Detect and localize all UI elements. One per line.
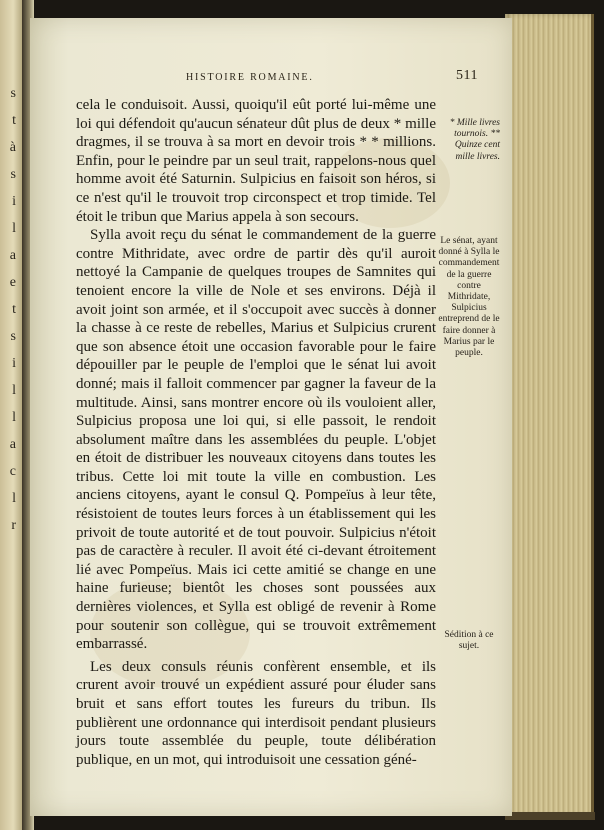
book-page (30, 18, 512, 816)
edge-letter: i (12, 356, 16, 371)
page-number: 511 (456, 68, 478, 83)
edge-letter: l (12, 410, 16, 425)
page-edges (505, 14, 594, 816)
left-edge-letters (0, 80, 16, 539)
margin-note-senat: Le sénat, ayant donné à Sylla le commandement de la guerre contre Mithridate, Sulpicius entreprend de le faire donner à Marius par le peuple. (438, 236, 500, 359)
paragraph-3: Les deux consuls réunis confèrent ensemble, et ils crurent avoir trouvé un expédient assuré pour éluder sans bruit et sans effort toutes les fureurs du tribun. Ils publièrent une ordonnance qui interdisoit pendant plusieurs jours toute assemblée du peuple, toute délibération publique, en un mot, qui introduisoit une cessation géné- (76, 658, 436, 768)
margin-note-sedition: Sédition à ce sujet. (444, 630, 494, 652)
edge-letter: i (12, 194, 16, 209)
edge-letter: à (9, 140, 16, 155)
running-title: HISTOIRE ROMAINE. (186, 72, 314, 83)
edge-letter: s (10, 167, 16, 182)
edge-letter: s (10, 86, 16, 101)
edge-letter: t (12, 113, 16, 128)
edge-letter: r (11, 518, 16, 533)
paragraph-2: Sylla avoit reçu du sénat le commandement de la guerre contre Mithridate, avec ordre de partir dès qu'il auroit nettoyé la Campanie de quelques troupes de Samnites qui tenoient encore la ville de Nole et ses environs. Déjà il avoit joint son armée, et il s'occupoit avec succès à donner la chasse à ce reste de rebelles, Marius et Sulpicius crurent que son absence étoit une occasion favorable pour le faire dépouiller par le peuple de l'emploi que le sénat lui avoit donné; mais il falloit commencer par gagner la faveur de la multitude. Ainsi, sans montrer encore où ils vouloient aller, Sulpicius proposa une loi qui, si elle passoit, le rendoit absolument maître dans les assemblées du peuple. L'objet en étoit de distribuer les nouveaux citoyens dans toutes les tribus. Cette loi mit toute la ville en combustion. Les anciens citoyens, ayant le consul Q. Pompeïus à leur tête, résistoient de toutes leurs forces à un établissement qui les privoit de toute autorité et de tout pouvoir. Sulpicius n'étoit pas de caractère à reculer. Il avoit été ci-devant étroitement lié avec Pompeïus. Mais ici cette amitié se change en une haine furieuse; bientôt les choses sont poussées aux dernières violences, et Sylla est obligé de revenir à Rome pour soutenir son collègue, qui se trouvoit extrêmement embarrassé. (76, 227, 436, 653)
edge-letter: l (12, 383, 16, 398)
edge-letter: l (12, 221, 16, 236)
edge-letter: s (10, 329, 16, 344)
edge-letter: e (9, 275, 16, 290)
left-page-edge (0, 0, 22, 830)
main-text (76, 96, 436, 769)
edge-letter: t (12, 302, 16, 317)
page-header (158, 68, 478, 88)
margin-footnote: * Mille livres tournois. ** Quinze cent mille livres. (449, 118, 500, 162)
edge-letter: a (9, 437, 16, 452)
paragraph-1: cela le conduisoit. Aussi, quoiqu'il eût porté lui-même une loi qui défendoit qu'aucun sénateur dût plus de deux * mille dragmes, il se trouva à sa mort en devoir trois * * millions. Enfin, pour le peindre par un seul trait, rappelons-nous quel homme avoit été Saturnin. Sulpicius en faisoit son héros, si ce n'est qu'il le trouvoit trop circonspect et trop timide. Tel étoit le tribun que Marius appela à son secours. (76, 97, 436, 225)
edge-letter: l (12, 491, 16, 506)
edge-letter: c (9, 464, 16, 479)
edge-letter: a (9, 248, 16, 263)
